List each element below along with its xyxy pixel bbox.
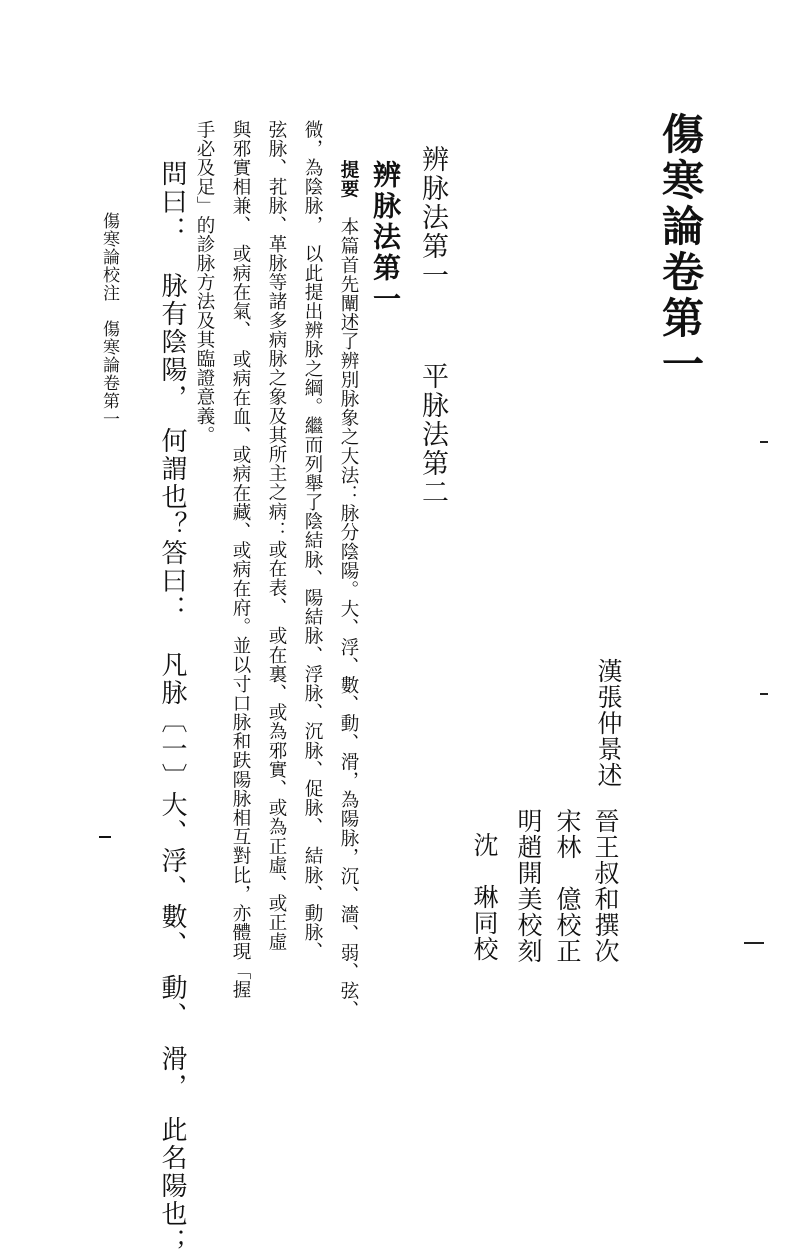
toc-item-2: 平脉法第二 — [417, 362, 448, 507]
section-heading: 辨脉法第一 — [369, 160, 402, 315]
main-text-line: 問曰： 脉有陰陽， 何謂也？答曰： 凡脉〔一〕大、浮、數、 動、 滑， 此名陽也； — [157, 160, 187, 1256]
summary-text-1: 本篇首先闡述了辨別脉象之大法：脉分陰陽。大、浮、數、動、滑，為陽脉，沉、濇、弱、弦、 — [338, 217, 359, 1020]
author-line-3: 宋林 億校正 — [553, 808, 582, 964]
toc-item-1: 辨脉法第一 — [417, 145, 448, 290]
summary-label: 提要 — [338, 160, 359, 199]
margin-tick — [760, 693, 768, 695]
margin-tick — [760, 441, 768, 443]
margin-tick — [744, 942, 764, 944]
author-line-4: 明趙開美校刻 — [514, 808, 543, 964]
book-title: 傷寒論卷第一 — [656, 112, 705, 388]
page-number-mark — [99, 836, 111, 838]
running-head: 傷寒論校注 傷寒論卷第一 — [99, 212, 119, 428]
author-line-2: 晉王叔和撰次 — [591, 808, 620, 964]
author-line-1: 漢張仲景述 — [594, 658, 623, 788]
summary-line-1 — [339, 160, 358, 1020]
summary-line-2: 微，為陰脉， 以此提出辨脉之綱。繼而列舉了陰結脉、陽結脉、浮脉、沉脉、促脉、 結脉、動脉、 — [302, 120, 323, 961]
summary-line-5: 手必及足」的診脉方法及其臨證意義。 — [194, 120, 215, 445]
summary-line-4: 與邪實相兼、 或病在氣、 或病在血、或病在藏、或病在府。並以寸口脉和趺陽脉相互對比，亦體現「握 — [230, 120, 251, 1000]
summary-line-3: 弦脉、芤脉、革脉等諸多病脉之象及其所主之病：或在表、 或在裏、或為邪實、或為正虛、或正虛 — [266, 120, 287, 952]
author-line-5: 沈 琳同校 — [470, 832, 499, 962]
